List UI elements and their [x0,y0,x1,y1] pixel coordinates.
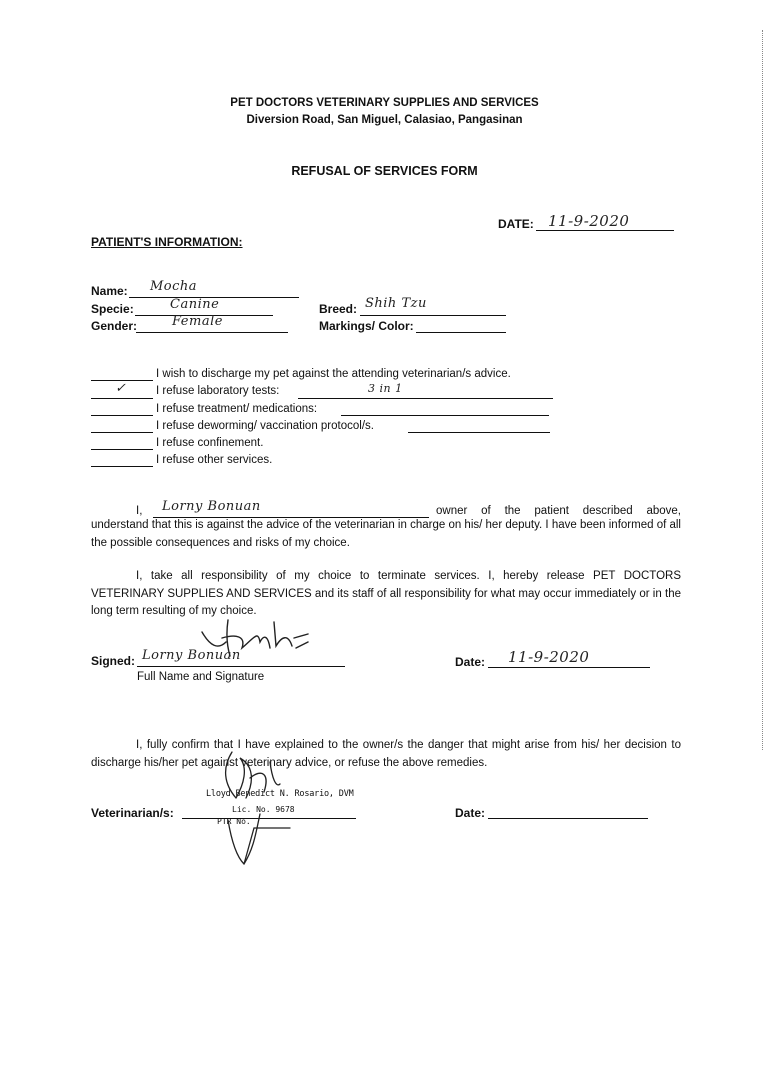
option-label: I refuse deworming/ vaccination protocol/s. [156,420,374,432]
option-mark: ✓ [115,381,127,396]
option-note-line [298,398,553,399]
option-line [91,398,153,399]
option-label: I refuse treatment/ medications: [156,403,318,415]
option-line [91,466,153,467]
option-label: I refuse confinement. [156,437,264,449]
statement1-text: understand that this is against the advice of the veterinarian in charge on his/ her deputy. I have been informed of all the possible consequences and risks of my choice. [91,519,681,549]
option-label: I wish to discharge my pet against the attending veterinarian/s advice. [156,368,511,380]
vet-signature [210,748,310,866]
vet-stamp-license: Lic. No. 9678 [232,805,295,814]
statement2-text: I, take all responsibility of my choice to terminate services. I, hereby release PET DOCTORS VETERINARY SUPPLIES AND SERVICES and its staff of all responsibility for what may occur immediately or in the long term resulting of my choice. [91,570,681,617]
breed-line [360,315,506,316]
date-label: DATE: [498,217,534,231]
specie-value: Canine [170,297,220,312]
option-line [91,432,153,433]
name-value: Mocha [150,279,198,294]
option-note: 3 in 1 [368,382,403,395]
markings-line [416,332,506,333]
statement1-body [91,517,681,552]
signed-caption: Full Name and Signature [137,671,265,683]
option-line [91,415,153,416]
statement2-body [91,568,681,621]
markings-label: Markings/ Color: [319,319,414,333]
vet-date-line [488,818,648,819]
patient-info-heading: PATIENT'S INFORMATION: [91,235,243,249]
vet-stamp-name: Lloyd Benedict N. Rosario, DVM [206,789,354,799]
vet-date-label: Date: [455,806,486,820]
date-value: 11-9-2020 [548,212,630,230]
name-label: Name: [91,284,128,298]
signed-label: Signed: [91,654,135,668]
form-title: REFUSAL OF SERVICES FORM [291,164,478,178]
date-line [536,230,674,231]
breed-label: Breed: [319,302,358,316]
scan-edge [761,30,763,750]
statement1-line1: owner of the patient described above, [436,505,681,517]
breed-value: Shih Tzu [365,296,427,311]
gender-line [136,332,288,333]
veterinarian-label: Veterinarian/s: [91,806,174,820]
statement3-body [91,737,681,772]
statement3-text: I, fully confirm that I have explained to the owner/s the danger that might arise from his/ her decision to discharge his/her pet against veterinary advice, or refuse the above remedies. [91,739,681,769]
vet-stamp-ptr: PTR No. [217,817,251,826]
signed-date-label: Date: [455,655,486,669]
statement1-prefix: I, [136,505,143,517]
company-name: PET DOCTORS VETERINARY SUPPLIES AND SERVICES [230,97,539,109]
signed-line [137,666,345,667]
option-label: I refuse laboratory tests: [156,385,280,397]
option-note-line [408,432,550,433]
gender-label: Gender: [91,319,138,333]
option-label: I refuse other services. [156,454,273,466]
signed-date-line [488,667,650,668]
signed-date-value: 11-9-2020 [508,648,590,666]
signed-value: Lorny Bonuan [142,648,241,663]
gender-value: Female [172,314,223,329]
owner-name: Lorny Bonuan [162,499,261,514]
company-address: Diversion Road, San Miguel, Calasiao, Pangasinan [246,114,523,126]
specie-label: Specie: [91,302,134,316]
option-note-line [341,415,549,416]
option-line [91,449,153,450]
